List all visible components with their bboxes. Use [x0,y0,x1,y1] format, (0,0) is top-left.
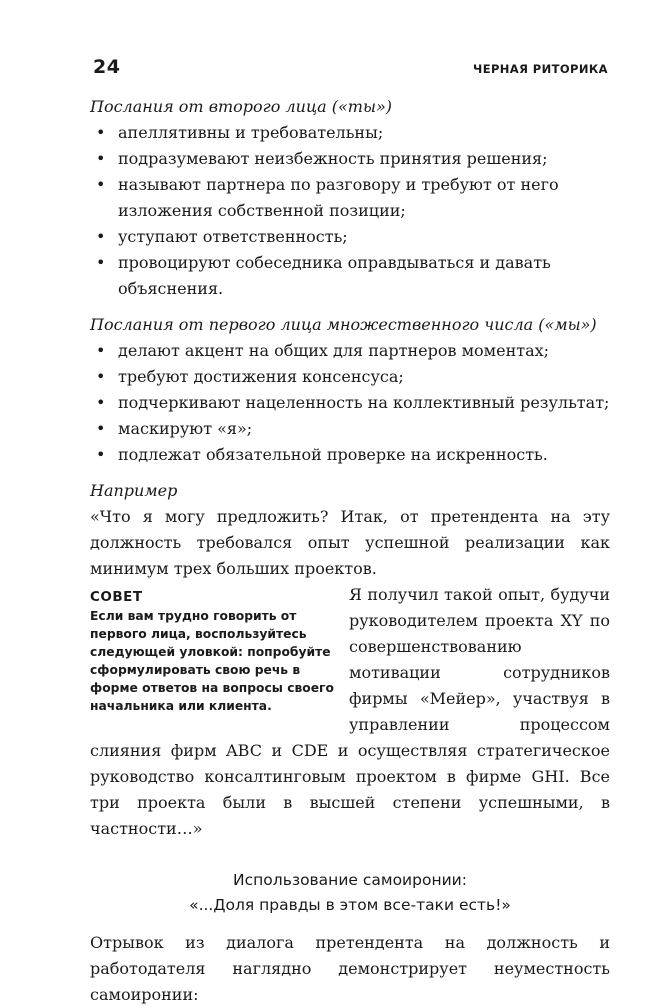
example-quote-continued: Я получил такой опыт, будучи руководителем проекта XY по совершенствованию мотивации сотрудников фирмы «Мейер», участвуя в управлении процессом слияния фирм ABC и CDE и осуществляя стратегическое руководство консалтинговым проектом в фирме GHI. Все три проекта были в высшей степени успешными, в частности…» [90,585,610,838]
bullet-icon: • [96,393,106,412]
example-heading: Например [90,481,178,500]
list-item: • делают акцент на общих для партнеров моментах; [118,338,610,364]
second-person-heading: Послания от второго лица («ты») [90,97,393,116]
bullet-icon: • [96,123,106,142]
first-person-plural-list [90,338,610,468]
running-head: ЧЕРНАЯ РИТОРИКА [473,62,608,76]
list-item: • требуют достижения консенсуса; [118,364,610,390]
page-content [90,94,610,1008]
page-number: 24 [93,56,121,78]
bullet-icon: • [96,419,106,438]
list-item: • подчеркивают нацеленность на коллективный результат; [118,390,610,416]
bullet-icon: • [96,149,106,168]
bullet-icon: • [96,341,106,360]
tip-title: СОВЕТ [90,589,143,605]
tip-box [90,588,335,715]
list-item: • маскируют «я»; [118,416,610,442]
list-item: • уступают ответственность; [118,224,610,250]
tip-text: Если вам трудно говорить от первого лица, воспользуйтесь следующей уловкой: попробуйте сформулировать свою речь в форме ответов на вопросы своего начальника или клиента. [90,609,334,713]
example-quote-start: «Что я могу предложить? Итак, от претендента на эту должность требовался опыт успешной реализации как минимум трех больших проектов. [90,507,610,578]
bullet-icon: • [96,253,106,272]
list-item: • подразумевают неизбежность принятия решения; [118,146,610,172]
first-person-plural-heading: Послания от первого лица множественного числа («мы») [90,315,597,334]
list-item: • апеллятивны и требовательны; [118,120,610,146]
bullet-icon: • [96,445,106,464]
bullet-icon: • [96,175,106,194]
section-title [90,868,610,918]
list-item: • подлежат обязательной проверке на искренность. [118,442,610,468]
bullet-icon: • [96,367,106,386]
second-person-list [90,120,610,302]
list-item: • называют партнера по разговору и требуют от него изложения собственной позиции; [118,172,610,224]
example-quote-wrap [90,582,610,842]
list-item: • провоцируют собеседника оправдываться и давать объяснения. [118,250,610,302]
section-paragraph: Отрывок из диалога претендента на должность и работодателя наглядно демонстрирует неуместность самоиронии: [90,933,610,1004]
bullet-icon: • [96,227,106,246]
section-title-line-2: «...Доля правды в этом все-таки есть!» [189,896,511,914]
section-title-line-1: Использование самоиронии: [233,871,467,889]
